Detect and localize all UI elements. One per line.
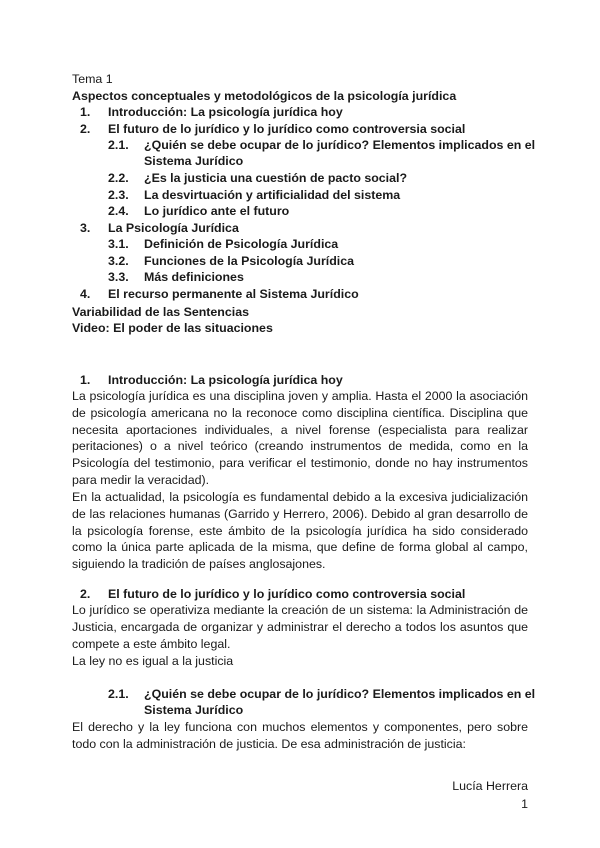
section-heading-continued: Sistema Jurídico: [144, 703, 244, 717]
page-number: 1: [521, 797, 528, 811]
toc-number: 2.4.: [108, 204, 129, 218]
toc-number: 4.: [80, 287, 91, 301]
toc-number: 2.1.: [108, 138, 129, 152]
toc-label: Lo jurídico ante el futuro: [144, 204, 290, 218]
toc-label: ¿Quién se debe ocupar de lo jurídico? Elementos implicados en el: [144, 138, 536, 152]
paragraph: La ley no es igual a la justicia: [72, 654, 234, 668]
section-number: 2.1.: [108, 687, 129, 701]
section-heading: El futuro de lo jurídico y lo jurídico como controversia social: [108, 587, 466, 601]
toc-number: 2.2.: [108, 171, 129, 185]
toc-label-continued: Sistema Jurídico: [144, 154, 244, 168]
section-number: 1.: [80, 373, 91, 387]
toc-label: El recurso permanente al Sistema Jurídico: [108, 287, 359, 301]
toc-number: 1.: [80, 105, 91, 119]
toc-extra-video: Video: El poder de las situaciones: [72, 321, 273, 335]
toc-number: 2.: [80, 122, 91, 136]
toc-number: 3.: [80, 221, 91, 235]
paragraph: El derecho y la ley funciona con muchos elementos y componentes, pero sobre todo con la administración de justicia. De esa administración de justicia:: [72, 720, 528, 751]
toc-label: Definición de Psicología Jurídica: [144, 237, 339, 251]
toc-label: La desvirtuación y artificialidad del sistema: [144, 188, 401, 202]
paragraph: Lo jurídico se operativiza mediante la creación de un sistema: la Administración de Justicia, encargada de organizar y administrar el derecho a todos los asuntos que compete a este ámbito legal.: [72, 603, 528, 651]
section-number: 2.: [80, 587, 91, 601]
section-heading: ¿Quién se debe ocupar de lo jurídico? Elementos implicados en el: [144, 687, 536, 701]
toc-number: 3.3.: [108, 270, 129, 284]
footer-author: Lucía Herrera: [452, 779, 528, 793]
toc-label: Introducción: La psicología jurídica hoy: [108, 105, 343, 119]
toc-number: 2.3.: [108, 188, 129, 202]
section-heading: Introducción: La psicología jurídica hoy: [108, 373, 343, 387]
document-title: Aspectos conceptuales y metodológicos de la psicología jurídica: [72, 89, 457, 103]
toc-label: El futuro de lo jurídico y lo jurídico como controversia social: [108, 122, 466, 136]
paragraph: La psicología jurídica es una disciplina joven y amplia. Hasta el 2000 la asociación de psicología americana no la reconoce como disciplina científica. Disciplina que necesita aportaciones individuales, a nivel forense (especialista para realizar peritaciones) o a nivel teórico (creando instrumentos de medida, como en la Psicología del testimonio, para verificar el testimonio, donde no hay instrumentos para medir la veracidad).: [72, 389, 528, 487]
toc-label: Funciones de la Psicología Jurídica: [144, 254, 355, 268]
toc-label: Más definiciones: [144, 270, 244, 284]
toc-number: 3.1.: [108, 237, 129, 251]
toc-extra-variabilidad: Variabilidad de las Sentencias: [72, 305, 249, 319]
toc-label: La Psicología Jurídica: [108, 221, 239, 235]
toc-number: 3.2.: [108, 254, 129, 268]
toc-label: ¿Es la justicia una cuestión de pacto social?: [144, 171, 408, 185]
topic-label: Tema 1: [72, 72, 113, 86]
paragraph: En la actualidad, la psicología es fundamental debido a la excesiva judicialización de las relaciones humanas (Garrido y Herrero, 2006). Debido al gran desarrollo de la psicología forense, este ámbito de la psicología jurídica ha sido considerado como la única parte aplicada de la misma, que define de forma global al campo, siguiendo la tradición de países anglosajones.: [72, 490, 528, 572]
